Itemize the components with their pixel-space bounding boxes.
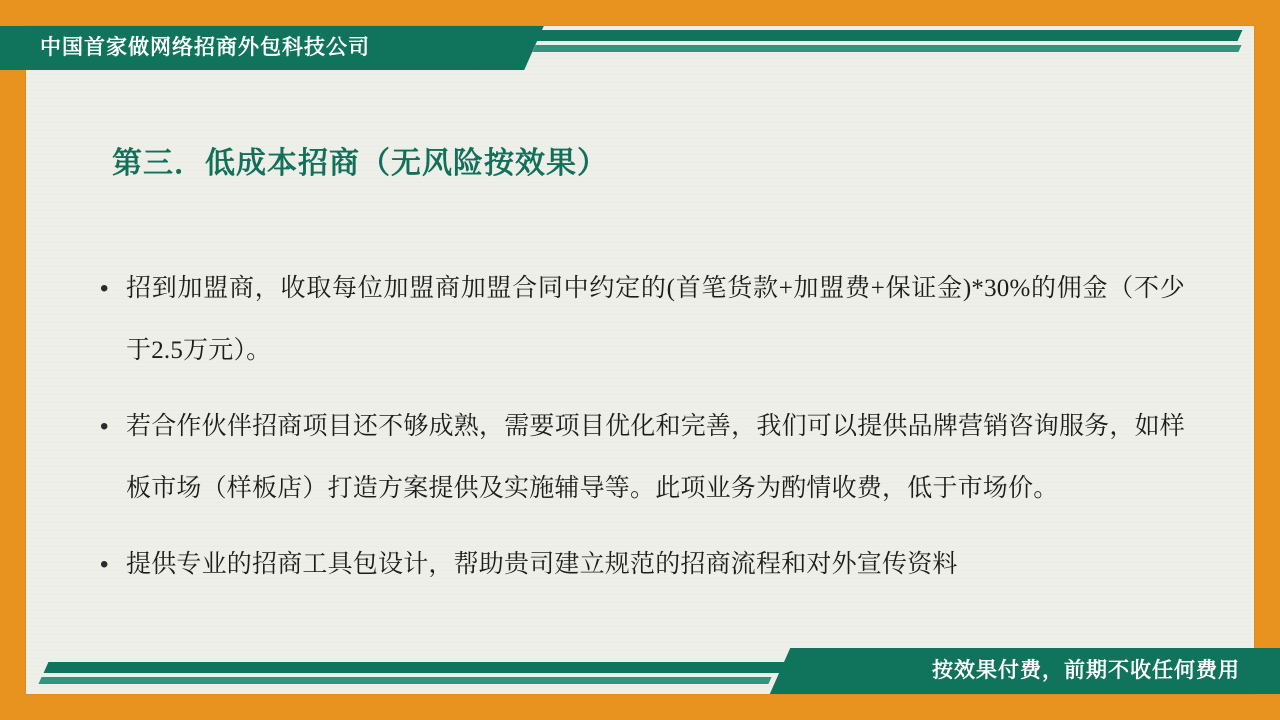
list-item-text: 若合作伙伴招商项目还不够成熟，需要项目优化和完善，我们可以提供品牌营销咨询服务，如样板市场（样板店）打造方案提供及实施辅导等。此项业务为酌情收费，低于市场价。 <box>126 413 1185 502</box>
company-tagline-header: 中国首家做网络招商外包科技公司 <box>40 36 370 59</box>
top-banner-stripe-primary <box>522 30 1243 41</box>
list-item <box>100 258 1185 382</box>
page-title: 第三．低成本招商（无风险按效果） <box>112 147 608 180</box>
bullet-list <box>100 258 1185 610</box>
list-item-text: 提供专业的招商工具包设计，帮助贵司建立规范的招商流程和对外宣传资料 <box>126 551 958 578</box>
bullet-marker-icon: • <box>100 413 109 440</box>
top-banner <box>0 26 1280 70</box>
top-banner-stripe-secondary <box>532 45 1241 52</box>
bottom-banner-stripe-primary <box>44 662 789 673</box>
footer-tagline: 按效果付费，前期不收任何费用 <box>932 659 1240 682</box>
bottom-banner-stripe-secondary <box>38 677 771 684</box>
list-item <box>100 396 1185 520</box>
list-item-text: 招到加盟商，收取每位加盟商加盟合同中约定的(首笔货款+加盟费+保证金)*30%的佣金（不少于2.5万元）。 <box>126 275 1185 364</box>
bottom-banner <box>0 648 1280 694</box>
bullet-marker-icon: • <box>100 275 109 302</box>
bullet-marker-icon: • <box>100 551 109 578</box>
list-item <box>100 534 1185 596</box>
